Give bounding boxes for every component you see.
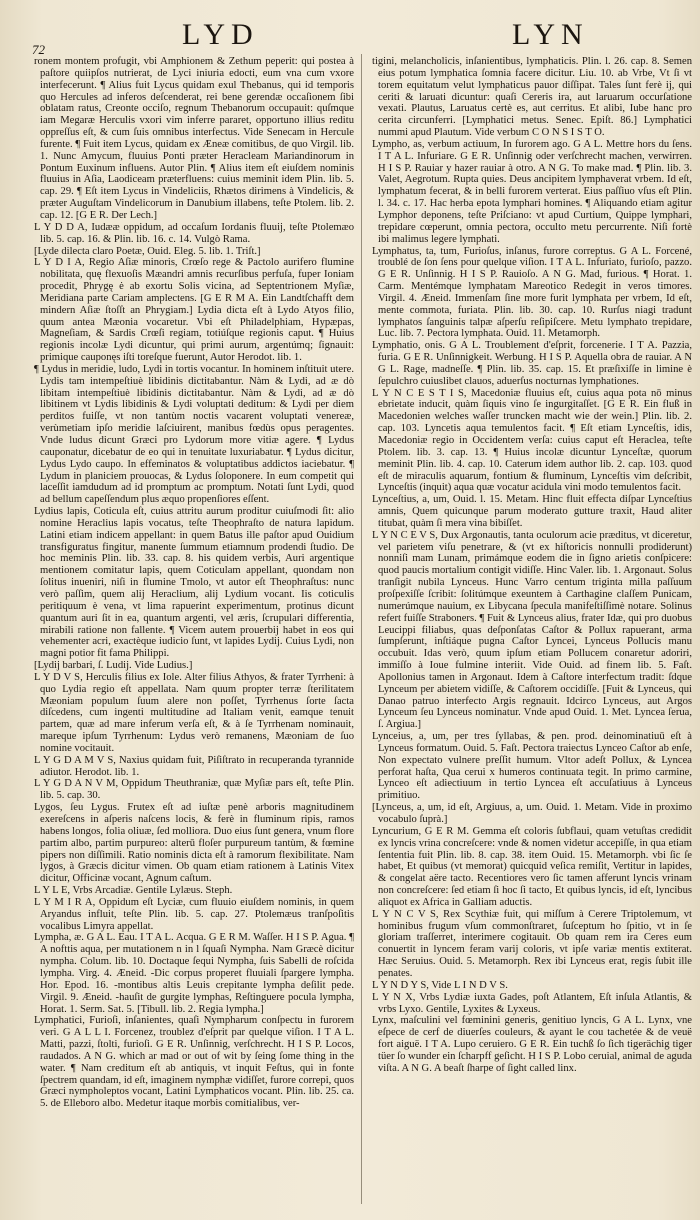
dictionary-entry: [Lyde dilecta claro Poetæ, Ouid. Eleg. 5. lib. 1. Triſt.] [34,245,261,257]
dictionary-entry: [Lynceus, a, um, id eſt, Argiuus, a, um. Ouid. 1. Metam. Vide in proximo vocabulo ſuprà.] [372,802,692,825]
page-number: 72 [32,42,45,57]
dictionary-entry: L Y D I A, Regio Aſiæ minoris, Crœſo rege & Pactolo aurifero flumine nobilitata, quę flexuoſis Mæandri amnis recurſibus perfuſa, fuper Ioniam procedit, Phrygę ė ab exortu Solis vicina, ad Septentrionem Myſiæ, Meridiana parte Cariam amplectens. [G E R M A. Ein Landtſchafft dem mindern Aſiæ ſtoſſt an Phrygiam.] Lydia dicta eſt à Lydo Atyos filio, quum antea Mæonia vocaretur. Vbi eſt Philadelphiam, Hypæpas, Magneſiam, & Sardis Crœſi regiam, totiúſque regionis caput. ¶ Huius regionis incolæ Lydi dicuntur, qui primi aurum, argentúmq; ſignauit: primique cauponęs iſti toreſque fuerunt, Autor Herodot. lib. 1. [34,257,354,364]
running-head-right: LYN [512,18,589,51]
page-header [0,10,700,56]
running-head-left: LYD [182,18,259,51]
dictionary-entry: Lygos, ſeu Lygus. Frutex eſt ad iuſtæ penè arboris magnitudinem exereſcens in aſperis naſcens locis, & ferè in fluminum ripis, ramos habens longos, folia oliuæ, ſed molliora. Duo eius ſunt genera, vnum flore partim albo, partim purpureo: alterū floſer purpureum tantùm, & fœmine pipers non diſſimili. Ratio nominis dicta eſt à ramorum flexibilitate. Nam lygos, à Græcis dicitur vimen. Ob quam etiam rationem à Latinis Vitex dicitur, Officinæ vocant, Agnum caſtum. [34,802,354,885]
dictionary-entry: L Y G D A M V S, Naxius quidam fuit, Piſiſtrato in recuperanda tyrannide adiutor. Herodot. lib. 1. [34,754,354,778]
dictionary-entry: Lymphatus, ta, tum, Furioſus, inſanus, furore correptus. G A L. Forcené, troublé de ſon ſens pour quelque viſion. I T A L. Infuriato, furioſo, pazzo. G E R. Unſinnig. H I S P. Rauioſo. A N G. Mad, furious. ¶ Horat. 1. Carm. Mentémque lymphatam Mareotico Redegit in veros timores. Virgil. 4. Æneid. Immenſam ſine more furit lymphata per vrbem, Id eſt, mente commota, furiata. Plin. lib. 30. cap. 10. Rurſus niagi tradunt lymphatos ſanguinis talpæ aſperſu reſipiſcere. Metu lymphato trepidare, Luc. lib. 7. Pectora lymphata. Ouid. 11. Metamorph. [372,245,692,340]
dictionary-entry: L Y D V S, Herculis filius ex Iole. Alter filius Athyos, & frater Tyrrheni: à quo Lydia regio eſt appellata. Nam quum propter terræ ſterilitatem Mæoniam populum ſuum alere non poſſet, Tyrrhenus ſorte ſacta diſcedens, cum ingenti multitudine ad Italiam venit, eamque tenuit partem, quæ ad mare inferum verſa eſt, & à ſe Tyrrhenam nominauit, mareque ipſum Tyrrhenum: Lydus verò remanens, Mæoniam de ſuo nomine vocitauit. [34,671,354,754]
dictionary-entry: Lyncurium, G E R M. Gemma eſt coloris ſubflaui, quam vetuſtas credidit ex lyncis vrina concreſcere: vnde & nomen videtur accepiſſe, in qua etiam ſententia fuit Plin. lib. 8. cap. 38. item Ouid. 15. Metamorph. vbi ſic ſe habet, Et quibus (vt memorat) quicquid veſica remiſit, Vertitur in lapides, & congelat aëre tacto. Recentiores vero ſic tamen afferunt lyncis vrinam non concreſcere: ſed etiam ſi hoc ſi tacto, Et quibus lyncis, id eſt, lyncibus aliquot ex Africa in Galliam aductis. [372,825,692,908]
left-column [34,56,354,1212]
dictionary-entry: Lympho, as, verbum actiuum, In furorem ago. G A L. Mettre hors du ſens. I T A L. Infuriare. G E R. Unſinnig oder verſchrecht machen, verwirren. H I S P. Rauiar y hazer rauiar à otro. A N G. To make mad. ¶ Plin. lib. 3. Valet, Aegrotum. Rupta quies. Deus ancipitem lymphaverat vrbem. Id eſt, lymphatum fecerat, & in belli furorem verterat. Eius paſſiuo vſus eſt Plin. l. 34. c. 17. Hac herba epota lymphari homines. ¶ Aliquando etiam agitur Lymphor deponens, teſte Priſciano: vt apud Curtium, Quippe lymphari, trepidare cœperunt, omnia pectora, occulto metu percurrente. Niſi fortè ibi malimus legere lymphati. [372,138,692,245]
dictionary-entry: Lydius lapis, Coticula eſt, cuius attritu aurum proditur cuiuſmodi ſit: alio nomine Heraclius lapis vocatus, teſte Theophraſto de natura lapidum. Latini etiam indicem appellant: in quem Batus ille paſtor apud Ouidium transfiguratus fingitur, manente ſummum etiamnum prodendi ſtudio. De hoc meminis Plin. lib. 33. cap. 8. his quidem verbis, Auri argentique mentionem comitatur lapis, quem Coticulam appellant, quondam non ſolitus inueniri, niſi in flumine Tmolo, vt autor eſt Theophraſtus: nunc verò paſſim, quem alij Heraclium, alij Lydium vocant. Iis coticulis peritiquum è vena, vt lima rapuerint experimentum, protinus dicunt quantum auri ſit in ea, quantum argenti, vel æris, ſcrupulari differentia, mirabili ratione non fallente. ¶ Vicem autem prouerbij habet in eos qui vehementer acri, exactèque iudicio ſunt, vt lapides Lydij. Cuius Lydi, non magni potior fit fama Philippi. [34,506,354,660]
dictionary-entry: L Y G D A N V M, Oppidum Theuthraniæ, quæ Myſiæ pars eſt, teſte Plin. lib. 5. cap. 30. [34,778,354,802]
dictionary-entry: Lynx, maſculini vel fœminini generis, genitiuo lyncis, G A L. Lynx, vne eſpece de cerf de diuerſes couleurs, & ayant le cou tachetée & de veuë fort aiguë. I T A. Lupo ceruiero. G E R. Ein tuchß ſo ſich tigerächig tiger tüer ſo wunder ein ſcharpff geſicht. H I S P. Lobo ceruial, animal de aguda viſta. A N G. A beaſt ſharpe of ſight called linx. [372,1015,692,1074]
dictionary-entry: Lymphatici, Furioſi, inſanientes, quaſi Nympharum conſpectu in furorem veri. G A L L I. Forcenez, troublez d'eſprit par quelque viſion. I T A L. Matti, pazzi, ſtolti, furioſi. G E R. Unſinnig, verſchrecht. H I S P. Locos, raudados. A N G. which ar mad or out of wit by ſeing ſome thing in the water. ¶ Nam creditum eſt ab antiquis, vt inquit Feſtus, qui in fonte ſpectrem quandam, id eſt, imaginem nymphæ vidiſſet, furore correpi, quos Græci nympholeptos vocant, Latini Lymphaticos vocant. Plin. lib. 25. ca. 5. de Elleboro albo. Medetur itaque morbis comitialibus, ver- [34,1015,354,1110]
dictionary-entry: [Lydij barbari, ſ. Ludij. Vide Ludius.] [34,660,193,672]
dictionary-entry: L Y N C E V S, Dux Argonautis, tanta oculorum acie præditus, vt diceretur, vel parietem viſu penetrare, & (vt ex hiſtoricis nonnulli prodiderunt) nonniſi mam Lunam, primámque eodem die in ſigno arietis conſpicere: quod paucis mortalium contigit vidiſſe. Hinc Valer. lib. 1. Argonaut. Solus tranſigit nubila Lynceus. Hunc Varro centum triginta milla paſſuum proſpexiſſe ſcribit: ſolitúmque exeuntem à Carthagine claſſem Punicam, numerúmque nauium, ex Libycana ſpecula manifeſtiſſimè notare. Solinus refert fuiſſe Straboners. ¶ Fuit & Lynceus alius, frater Idæ, qui pro duobus Leucippi filiabus, quas deſponſatas Caſtor & Pollux rapuerant, arma ſumpſerunt, inſtiáque pugna Caſtor Lyncei, Lynceus Pollucis manu occubuit. Idas verò, quum ipſum etiam Pollucem conaretur adoriri, immiſſo à Ioue fulmine interiit. Vide Ouid. ad finem lib. 5. Faſt. Apollonius tamen in Argonaut. Idem à Caſtore interfectum tradit: ſdque Lynceum per abietem vidiſſe, & Caſtorem occidiſſe. [Fuit & Lynceus, qui Danao patruo interfecto Argis regnauit. Idcirco Lynceus, aut Argos Lynceum ſeu Lynceus nominatur. Vnde apud Ouid. 1. Met. Lyncea ſerua, ſ. Argiua.] [372,529,692,731]
dictionary-entry: L Y N X, Vrbs Lydiæ iuxta Gades, poſt Atlantem, Eſt inſula Atlantis, & vrbs Lyxo. Gentile, Lyxites & Lyxeus. [372,991,692,1015]
dictionary-entry: ronem montem profugit, vbi Amphionem & Zethum peperit: qui postea à paſtore quiipſos nutrierat, de Lyci iniuria edocti, eum vna cum vxore interfecerunt. ¶ Alius fuit Lycus quidam exul Thebanus, qui id temporis quo Hercules ad inferos deſcenderat, rei bene gerendæ occaſionem ſibi oblatam ratus, Creonte occiſo, regnum Thebanorum occupauit: quſmque iam Megaræ Herculis vxori vim inferre pararet, opportuno illius reditu oppreſſus eſt, & cum ſuis omnibus interfectus. Vide Senecam in Hercule furente. ¶ Fuit item Lycus, quidam ex Æneæ comitibus, de quo Virgil. lib. 1. Nunc Amycum, fluuius Ponti præter Heracleam Mariandinorum in Pontum Euxinum influens. Autor Plin. ¶ Alius item eſt eiuſdem nominis fluuius in Aſia, Laodiceam præterfluens: cuius meminit idem Plin. lib. 5. cap. 29. ¶ Eſt item Lycus in Vindeliciis, Rhætos dirimens à Vindelicis, & præter Auguſtam Vindelicorum in Danubium illabens, teſte Ptolem. lib. 2. cap. 12. [G E R. Der Lech.] [34,56,354,221]
right-column [372,56,692,1212]
dictionary-entry: Lynceius, a, um, per tres ſyllabas, & pen. prod. deinominatiuū eſt à Lynceus formatum. Ouid. 5. Faſt. Pectora traiectus Lynceo Caſtor ab enſe, Non expectato vulnere preſſit humum. Vltor adeſt Pollux, & Lyncea perforat haſta, Qua cerui x humeros continuata tegit. In primo carmine, Lynceo eſt adiectiuum in tertio Lyncea eſt accuſatiuus à Lynceus primitiuo. [372,731,692,802]
dictionary-entry: L Y M I R A, Oppidum eſt Lyciæ, cum fluuio eiuſdem nominis, in quem Aryandus influit, teſte Plin. lib. 5. cap. 27. Ptolemæus tranſpoſitis vocalibus Limyra appellat. [34,896,354,932]
dictionary-entry: L Y L E, Vrbs Arcadiæ. Gentile Lylæus. Steph. [34,885,233,897]
dictionary-entry: L Y D D A, Iudææ oppidum, ad occaſum Iordanis fluuij, teſte Ptolemæo lib. 5. cap. 16. & Plin. lib. 16. c. 14. Vulgò Rama. [34,221,354,245]
column-divider [361,54,362,1204]
dictionary-entry: ¶ Lydus in meridie, ludo, Lydi in tortis vocantur. In hominem inſtituit utere. Lydis tam intempeſtiuè libidinis dictitabantur. Nàm & Lydi, ad æ dò libitam intempeſtiuè libidinis dictitabantur. Nàm & Lydi, ad æ dò libitinem vt Lydis libidinis & Lydi voluptati deditum: & Lydi per diem perditos fuiſſe, vt non tantùm noctis vacarent voluptati venereæ, verùmetiam ipſo meridie laſciuirent, manibus fœdùs opus peragentes. Vnde ludus dicunt Græci pro Lydorum more vitiæ agere. ¶ Lydus cauponatur, dicebatur de eo qui in tenuitate luxuriabatur. ¶ Lydus dicitur, Lydus Lydo caupo. In effeminatos & voluptatibus addictos iaciebatur. ¶ Lydum in planiciem prouocas, & Lydus ſoloponere. In eum competit qui laceſſit iamdudum ad id promptum ac promptum. Notati ſunt Lydi, quod ad bellum capeſſendum plus æquo propenſiores eſſent. [34,363,354,506]
dictionary-entry: tigini, melancholicis, inſanientibus, lymphaticis. Plin. l. 26. cap. 8. Semen eius potum lymphatica ſomnia facere dicitur. Liu. 10. ab Vrbe, Vt ſi vt torem equitatum velut lymphaticus pauor diſſipat. Tales ſunt ferè ij, qui ceriti & laruati dicuntur: quaſi Cereris ira, aut laruarum occurſatione vexati. Plautus, Laruatus certè es, aut cerritus. Et alibi, Iube hanc pro cerita circunferri. [Lymphatici metus. Senec. Epiſt. 86.] Lymphatici nummi apud Plautum. Vide verbum C O N S I S T O. [372,56,692,139]
dictionary-entry: L Y N D Y S, Vide L I N D V S. [372,979,508,991]
dictionary-entry: Lympha, æ. G A L. Eau. I T A L. Acqua. G E R M. Waſſer. H I S P. Agua. ¶ A nofttis aqua, per mutationem n in l ſquaſi Nympha. Nam Græcè dicitur nympha. Colum. lib. 10. Doctaque ſequi Nympha, ſuis Sabelli de roſcida lympha. Virg. 4. Æneid. -Dic corpus properet fluuiali ſpargere lympha. Hor. Epod. 16. -montibus altis Leuis crepitante lympha deſilit pede. Virgil. 9. Æneid. -hauſit de gurgite lymphas, Reſtinguere pocula lympha, Horat. 1. Serm. Sat. 5. [Tibull. lib. 2. Regia lympha.] [34,932,354,1015]
dictionary-entry: Lynceſtius, a, um, Ouid. l. 15. Metam. Hinc fluit effecta diſpar Lynceſtius amnis, Quem quicunque parum moderato gutture traxit, Haud aliter titubat, quàm ſi mera vina bibiſſet. [372,494,692,529]
dictionary-entry: L Y N C V S, Rex Scythiæ fuit, qui miſſum à Cerere Triptolemum, vt hominibus frugum vſum commonſtraret, ſuſceptum ho ſpitio, vt in ſe gloriam traſſerret, interimere cogitauit. Ob quam rem ira Ceres eum conuertit in lyncem feram varij coloris, vt ipſe variæ mentis extiterat. Hæc Seruius. Ouid. 5. Metamorph. Rex ibi Lynceus erat, regis ſubit ille penates. [372,908,692,979]
dictionary-entry: Lymphatio, onis. G A L. Troublement d'eſprit, forcenerie. I T A. Pazzia, furia. G E R. Unſinnigkeit. Werbung. H I S P. Aquella obra de rauiar. A N G L. Rage, madneſſe. ¶ Plin. lib. 35. cap. 15. Et præſixiſſe in limine è ſepulchro cuiuslibet clauos, aduerſus nocturnas lymphationes. [372,340,692,387]
dictionary-entry: L Y N C E S T I S, Macedoniæ fluuius eſt, cuius aqua pota nō minus ebrietate inducit, quàm ſiquis vino ſe ingurgitaſſet. [G E R. Ein fluß in Macedonien welches waſſer truncken macht wie der wein.] Plin. lib. 2. cap. 103. Lyncetis aqua temulentos facit. ¶ Eſt etiam Lynceſtis, idis, Macedoniæ regio in Occidentem verſa: cuius caput eſt Heraclea, teſte Ptolem. lib. 3. cap. 13. ¶ Huius incolæ dicuntur Lynceſtæ, quorum meminit Plin. lib. 4. cap. 10. Caterum idem author lib. 2. cap. 103. quod eſt de miraculis aquarum, fontium & fluminum, Lynceſtis vim deſcribit, Lynceſtis (inquit) aqua quæ vocatur acidula vini modo temulentos facit. [372,387,692,494]
